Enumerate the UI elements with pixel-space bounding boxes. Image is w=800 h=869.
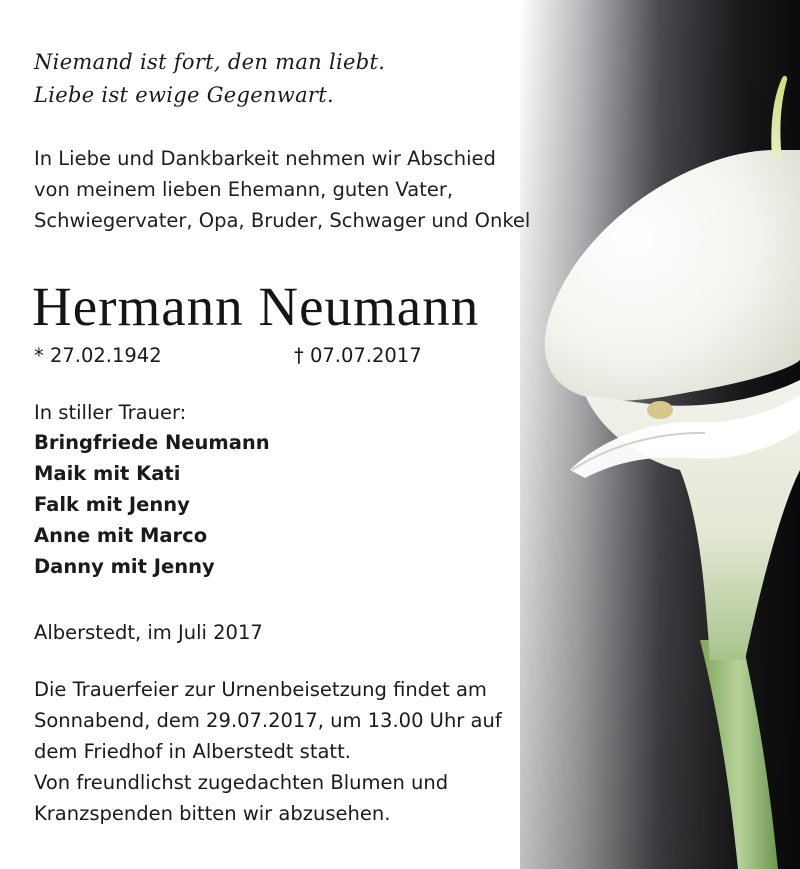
list-item: Anne mit Marco: [34, 524, 208, 547]
intro-line: Schwiegervater, Opa, Bruder, Schwager und Onkel: [34, 209, 531, 232]
mourners-label: In stiller Trauer:: [34, 401, 187, 424]
motto-line: Liebe ist ewige Gegenwart.: [34, 83, 334, 107]
service-line: Von freundlichst zugedachten Blumen und: [34, 771, 449, 794]
intro-line: von meinem lieben Ehemann, guten Vater,: [34, 178, 454, 201]
motto-line: Niemand ist fort, den man liebt.: [34, 50, 386, 74]
service-line: Kranzspenden bitten wir abzusehen.: [34, 802, 391, 825]
motto-quote: [34, 46, 385, 112]
place-date: Alberstedt, im Juli 2017: [34, 621, 263, 644]
service-line: Sonnabend, dem 29.07.2017, um 13.00 Uhr auf: [34, 709, 502, 732]
service-line: dem Friedhof in Alberstedt statt.: [34, 740, 351, 763]
list-item: Maik mit Kati: [34, 462, 181, 485]
birth-date: * 27.02.1942: [34, 344, 162, 367]
service-info: [34, 674, 502, 829]
list-item: Falk mit Jenny: [34, 493, 190, 516]
list-item: Danny mit Jenny: [34, 555, 215, 578]
deceased-name: Hermann Neumann: [32, 276, 480, 337]
intro-line: In Liebe und Dankbarkeit nehmen wir Abschied: [34, 147, 496, 170]
list-item: Bringfriede Neumann: [34, 431, 270, 454]
intro-text: [34, 143, 530, 236]
mourners-list: [34, 427, 270, 582]
service-line: Die Trauerfeier zur Urnenbeisetzung findet am: [34, 678, 487, 701]
death-date: † 07.07.2017: [294, 344, 422, 367]
